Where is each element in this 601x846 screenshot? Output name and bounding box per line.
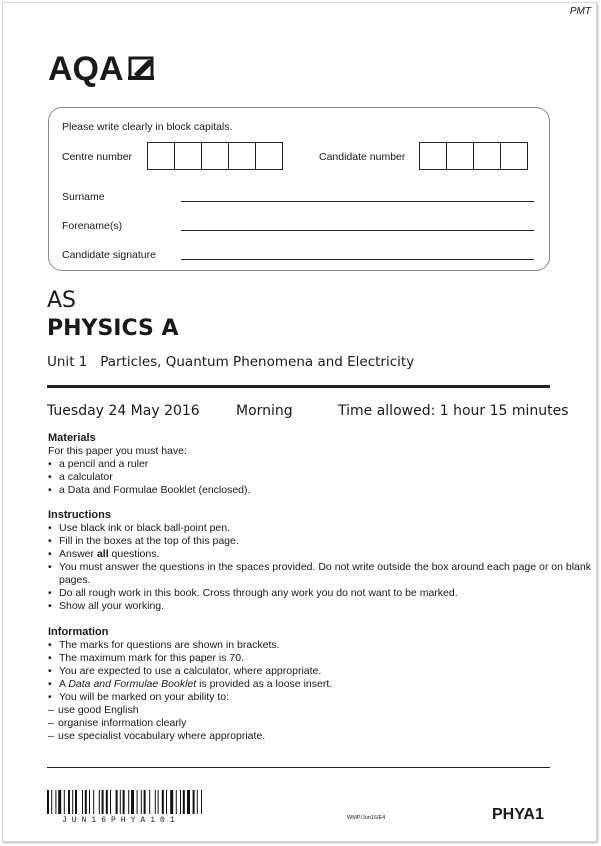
instructions-item: • Fill in the boxes at the top of this page. xyxy=(48,535,601,548)
instructions-item: • Do all rough work in this book. Cross through any work you do not want to be marked. xyxy=(48,587,601,600)
information-item: • A Data and Formulae Booklet is provided as a loose insert. xyxy=(48,678,332,691)
barcode-bar xyxy=(110,790,111,814)
exam-time-allowed: Time allowed: 1 hour 15 minutes xyxy=(338,403,569,419)
centre-number-box[interactable] xyxy=(228,142,256,170)
barcode-bar xyxy=(176,790,177,814)
barcode-bar xyxy=(64,790,65,814)
candidate-number-boxes[interactable] xyxy=(420,142,528,170)
information-subitem: – organise information clearly xyxy=(48,717,332,730)
barcode-bar xyxy=(197,790,198,814)
centre-number-box[interactable] xyxy=(174,142,202,170)
barcode-bar xyxy=(68,790,70,814)
barcode-bar xyxy=(166,790,167,814)
barcode-bar xyxy=(149,790,150,814)
exam-level: AS xyxy=(47,288,77,313)
instructions-item: • Show all your working. xyxy=(48,600,601,613)
barcode-bar xyxy=(93,790,94,814)
information-subitem: – use good English xyxy=(48,704,332,717)
materials-intro: For this paper you must have: xyxy=(48,445,187,457)
instructions-item: • Use black ink or black ball-point pen. xyxy=(48,522,601,535)
barcode-bar xyxy=(141,790,142,814)
exam-unit xyxy=(47,354,414,370)
candidate-number-box[interactable] xyxy=(419,142,447,170)
barcode-bar xyxy=(99,790,100,814)
forenames-line[interactable] xyxy=(181,230,534,231)
instructions-section xyxy=(48,509,601,613)
materials-item: • a calculator xyxy=(48,471,250,484)
barcode-bar xyxy=(162,790,164,814)
barcode-bar xyxy=(75,790,77,814)
divider-thick xyxy=(47,385,550,388)
centre-number-label: Centre number xyxy=(62,151,133,163)
instructions-item: • You must answer the questions in the spaces provided. Do not write outside the box around each page or on blank pages. xyxy=(48,561,601,587)
centre-number-box[interactable] xyxy=(255,142,283,170)
barcode-bar xyxy=(137,790,138,814)
barcode-bar xyxy=(85,790,87,814)
barcode-bar xyxy=(183,790,185,814)
barcode-bar xyxy=(116,790,118,814)
exam-date: Tuesday 24 May 2016 xyxy=(47,403,200,419)
barcode-bar xyxy=(193,790,195,814)
barcode-bar xyxy=(144,790,146,814)
signature-label: Candidate signature xyxy=(62,249,156,261)
barcode-text: JUN16PHYA101 xyxy=(62,816,180,825)
barcode-bar xyxy=(187,790,190,814)
pmt-label: PMT xyxy=(569,6,591,17)
barcode-bar xyxy=(102,790,104,814)
form-instruction: Please write clearly in block capitals. xyxy=(62,121,233,133)
unit-title: Particles, Quantum Phenomena and Electricity xyxy=(100,354,415,370)
barcode-bar xyxy=(158,790,159,814)
centre-number-box[interactable] xyxy=(201,142,229,170)
barcode-bar xyxy=(51,790,52,814)
divider-thin xyxy=(47,767,550,768)
information-heading: Information xyxy=(48,626,109,638)
barcode-bar xyxy=(72,790,73,814)
exam-subject: PHYSICS A xyxy=(47,316,179,341)
barcode-image xyxy=(47,790,243,814)
instructions-heading: Instructions xyxy=(48,509,111,521)
centre-number-boxes[interactable] xyxy=(148,142,283,170)
barcode-bar xyxy=(123,790,125,814)
information-item: • The marks for questions are shown in brackets. xyxy=(48,639,332,652)
barcode-bar xyxy=(89,790,90,814)
candidate-number-box[interactable] xyxy=(500,142,528,170)
barcode-bar xyxy=(47,790,49,814)
candidate-number-box[interactable] xyxy=(446,142,474,170)
information-subitem: – use specialist vocabulary where appropriate. xyxy=(48,730,332,743)
information-section xyxy=(48,626,332,743)
barcode-bar xyxy=(82,790,83,814)
barcode-bar xyxy=(58,790,61,814)
candidate-number-box[interactable] xyxy=(473,142,501,170)
forenames-label: Forename(s) xyxy=(62,220,123,232)
surname-line[interactable] xyxy=(181,201,534,202)
barcode-bar xyxy=(170,790,173,814)
information-item: • You will be marked on your ability to: xyxy=(48,691,332,704)
barcode-bar xyxy=(120,790,121,814)
surname-label: Surname xyxy=(62,191,105,203)
centre-number-box[interactable] xyxy=(147,142,175,170)
information-item: • You are expected to use a calculator, where appropriate. xyxy=(48,665,332,678)
signature-line[interactable] xyxy=(181,259,534,260)
instructions-item: • Answer all questions. xyxy=(48,548,601,561)
barcode-bar xyxy=(55,790,56,814)
exam-session: Morning xyxy=(236,403,293,419)
barcode-bar xyxy=(106,790,108,814)
candidate-number-label: Candidate number xyxy=(319,151,406,163)
aqa-logo xyxy=(48,52,154,86)
barcode-bar xyxy=(155,790,156,814)
aqa-logo-mark-icon xyxy=(128,56,154,80)
information-item: • The maximum mark for this paper is 70. xyxy=(48,652,332,665)
candidate-details-box xyxy=(48,107,550,271)
barcode-bar xyxy=(131,790,134,814)
barcode-bar xyxy=(201,790,202,814)
materials-item: • a Data and Formulae Booklet (enclosed). xyxy=(48,484,250,497)
barcode-bar xyxy=(128,790,129,814)
unit-number: Unit 1 xyxy=(47,354,88,370)
materials-section xyxy=(48,432,250,497)
aqa-logo-text: AQA xyxy=(48,50,124,88)
reference-code: WMP/Jun16/E4 xyxy=(347,815,386,821)
materials-item: • a pencil and a ruler xyxy=(48,458,250,471)
barcode-bar xyxy=(180,790,181,814)
materials-heading: Materials xyxy=(48,432,96,444)
paper-code: PHYA1 xyxy=(492,806,544,823)
